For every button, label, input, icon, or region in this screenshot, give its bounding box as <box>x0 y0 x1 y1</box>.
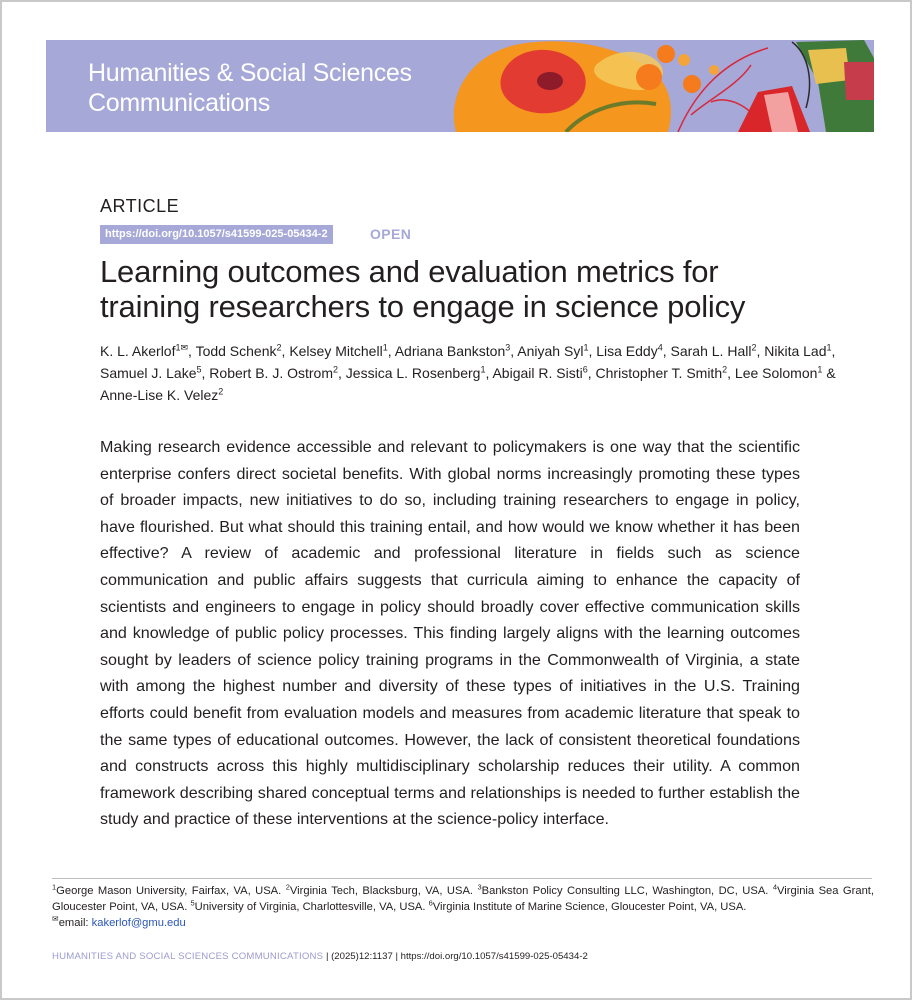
affiliation-text: Virginia Institute of Marine Science, Gloucester Point, VA, USA. <box>432 901 747 913</box>
author-affiliation-sup: 1 <box>382 342 388 353</box>
author-affiliation-sup: 2 <box>276 342 282 353</box>
author-entry <box>100 387 223 403</box>
author-separator: , <box>588 343 597 359</box>
author-name[interactable]: Anne-Lise K. Velez <box>100 387 219 403</box>
author-entry <box>289 343 394 359</box>
affiliation-text: Virginia Sea Grant, Gloucester Point, VA, USA. <box>52 885 875 913</box>
affiliation-entry <box>52 882 286 897</box>
author-affiliation-sup: 1 <box>817 364 823 375</box>
author-name[interactable]: Jessica L. Rosenberg <box>345 365 481 381</box>
journal-name[interactable] <box>88 58 412 118</box>
author-name[interactable]: Sarah L. Hall <box>670 343 752 359</box>
affiliation-number: 5 <box>190 898 195 908</box>
author-entry <box>196 343 290 359</box>
doi-badge-link[interactable]: https://doi.org/10.1057/s41599-025-05434-2 <box>100 225 333 244</box>
journal-banner <box>46 40 874 132</box>
author-name[interactable]: Lisa Eddy <box>596 343 658 359</box>
author-entry <box>100 343 196 359</box>
author-name[interactable]: Adriana Bankston <box>394 343 506 359</box>
author-entry <box>764 343 835 359</box>
author-affiliation-sup: 2 <box>751 342 757 353</box>
author-entry <box>209 365 346 381</box>
author-separator: , <box>188 343 196 359</box>
affiliation-number: 2 <box>285 882 290 892</box>
article-title <box>100 254 860 324</box>
author-entry <box>346 365 493 381</box>
author-name[interactable]: Abigail R. Sisti <box>492 365 583 381</box>
author-separator: , <box>281 343 290 359</box>
author-affiliation-sup: 1 <box>583 342 589 353</box>
author-entry <box>671 343 765 359</box>
author-separator: , <box>387 343 395 359</box>
author-separator: , <box>831 343 836 359</box>
author-affiliation-sup: 4 <box>657 342 663 353</box>
author-name[interactable]: Samuel J. Lake <box>100 365 197 381</box>
banner-artwork <box>446 40 874 132</box>
author-name[interactable]: Aniyah Syl <box>517 343 584 359</box>
footer-doi-link[interactable]: https://doi.org/10.1057/s41599-025-05434-2 <box>400 951 588 962</box>
abstract-paragraph: Making research evidence accessible and relevant to policymakers is one way that the scientific enterprise confers direct societal benefits. With global norms increasingly promoting these types of broader impacts, new initiatives to do so, including training researchers to engage in policy, have flourished. But what should this training entail, and how would we know whether it has been effective? A review of academic and professional literature in fields such as science communication and public affairs suggests that curricula aiming to enhance the capacity of scientists and engineers to engage in policy should broadly cover effective communication skills and knowledge of public policy processes. This finding largely aligns with the learning outcomes sought by leaders of science policy training programs in the Commonwealth of Virginia, a state with among the highest number and diversity of these types of initiatives in the U.S. Training efforts could benefit from evaluation models and measures from academic literature that speak to the same types of educational outcomes. However, the lack of consistent theoretical foundations and constructs across this highly multidisciplinary scholarship reduces their utility. A common framework describing shared conceptual terms and relationships is needed to further establish the study and practice of these interventions at the science-policy interface. <box>100 438 800 829</box>
author-separator: , <box>510 343 518 359</box>
page-footer <box>52 951 872 962</box>
author-affiliation-sup: 6 <box>582 364 588 375</box>
affiliation-text: Virginia Tech, Blacksburg, VA, USA. <box>289 885 478 897</box>
author-affiliation-sup: 5 <box>196 364 202 375</box>
author-entry <box>596 343 670 359</box>
author-name[interactable]: Kelsey Mitchell <box>289 343 383 359</box>
author-separator: , <box>338 365 346 381</box>
article-type-label: ARTICLE <box>100 196 180 216</box>
email-marker-icon: ✉ <box>52 914 59 924</box>
journal-name-line1: Humanities & Social Sciences <box>88 59 412 87</box>
author-name[interactable]: Todd Schenk <box>195 343 277 359</box>
footer-journal-name: HUMANITIES AND SOCIAL SCIENCES COMMUNICATIONS <box>52 951 324 962</box>
footer-citation: | (2025)12:1137 | <box>325 951 398 962</box>
author-entry <box>596 365 735 381</box>
author-name[interactable]: Lee Solomon <box>734 365 818 381</box>
author-entry <box>492 365 595 381</box>
author-name[interactable]: K. L. Akerlof <box>100 343 176 359</box>
author-name[interactable]: Nikita Lad <box>764 343 827 359</box>
affiliation-text: George Mason University, Fairfax, VA, USA. <box>56 885 286 897</box>
author-affiliation-sup: 2 <box>722 364 728 375</box>
author-affiliation-sup: 3 <box>505 342 511 353</box>
author-affiliation-sup: 1✉ <box>175 342 189 353</box>
footnote-divider <box>52 878 872 879</box>
author-separator: , <box>201 365 210 381</box>
author-entry <box>517 343 596 359</box>
author-affiliation-sup: 1 <box>480 364 486 375</box>
affiliation-text: University of Virginia, Charlottesville, VA, USA. <box>194 901 429 913</box>
affiliation-entry <box>285 882 478 897</box>
author-name[interactable]: Robert B. J. Ostrom <box>209 365 333 381</box>
affiliation-number: 6 <box>428 898 433 908</box>
author-entry <box>395 343 518 359</box>
author-affiliation-sup: 1 <box>826 342 832 353</box>
affiliation-entry <box>428 898 747 913</box>
affiliation-footnotes <box>52 883 874 931</box>
author-list <box>100 340 840 406</box>
affiliation-number: 1 <box>52 882 57 892</box>
corresponding-email-link[interactable]: kakerlof@gmu.edu <box>91 917 186 929</box>
journal-name-line2: Communications <box>88 89 270 117</box>
author-separator: , <box>485 365 493 381</box>
affiliation-number: 4 <box>772 882 778 892</box>
author-separator: , <box>662 343 671 359</box>
affiliation-text: Bankston Policy Consulting LLC, Washington, DC, USA. <box>481 885 773 897</box>
article-title-line1: Learning outcomes and evaluation metrics for <box>100 254 719 289</box>
article-title-line2: training researchers to engage in science policy <box>100 289 746 324</box>
affiliation-entry <box>477 882 773 897</box>
author-separator: , <box>756 343 765 359</box>
affiliation-list <box>52 882 875 913</box>
open-access-label: OPEN <box>370 226 412 242</box>
author-affiliation-sup: 2 <box>218 386 224 397</box>
author-entry <box>100 365 209 381</box>
author-separator: , <box>727 365 735 381</box>
author-name[interactable]: Christopher T. Smith <box>595 365 723 381</box>
affiliation-entry <box>190 898 429 913</box>
email-label: email: <box>58 917 92 929</box>
author-separator: & <box>822 365 836 381</box>
author-affiliation-sup: 2 <box>333 364 339 375</box>
affiliation-number: 3 <box>477 882 482 892</box>
author-separator: , <box>587 365 596 381</box>
author-entry <box>735 365 836 381</box>
